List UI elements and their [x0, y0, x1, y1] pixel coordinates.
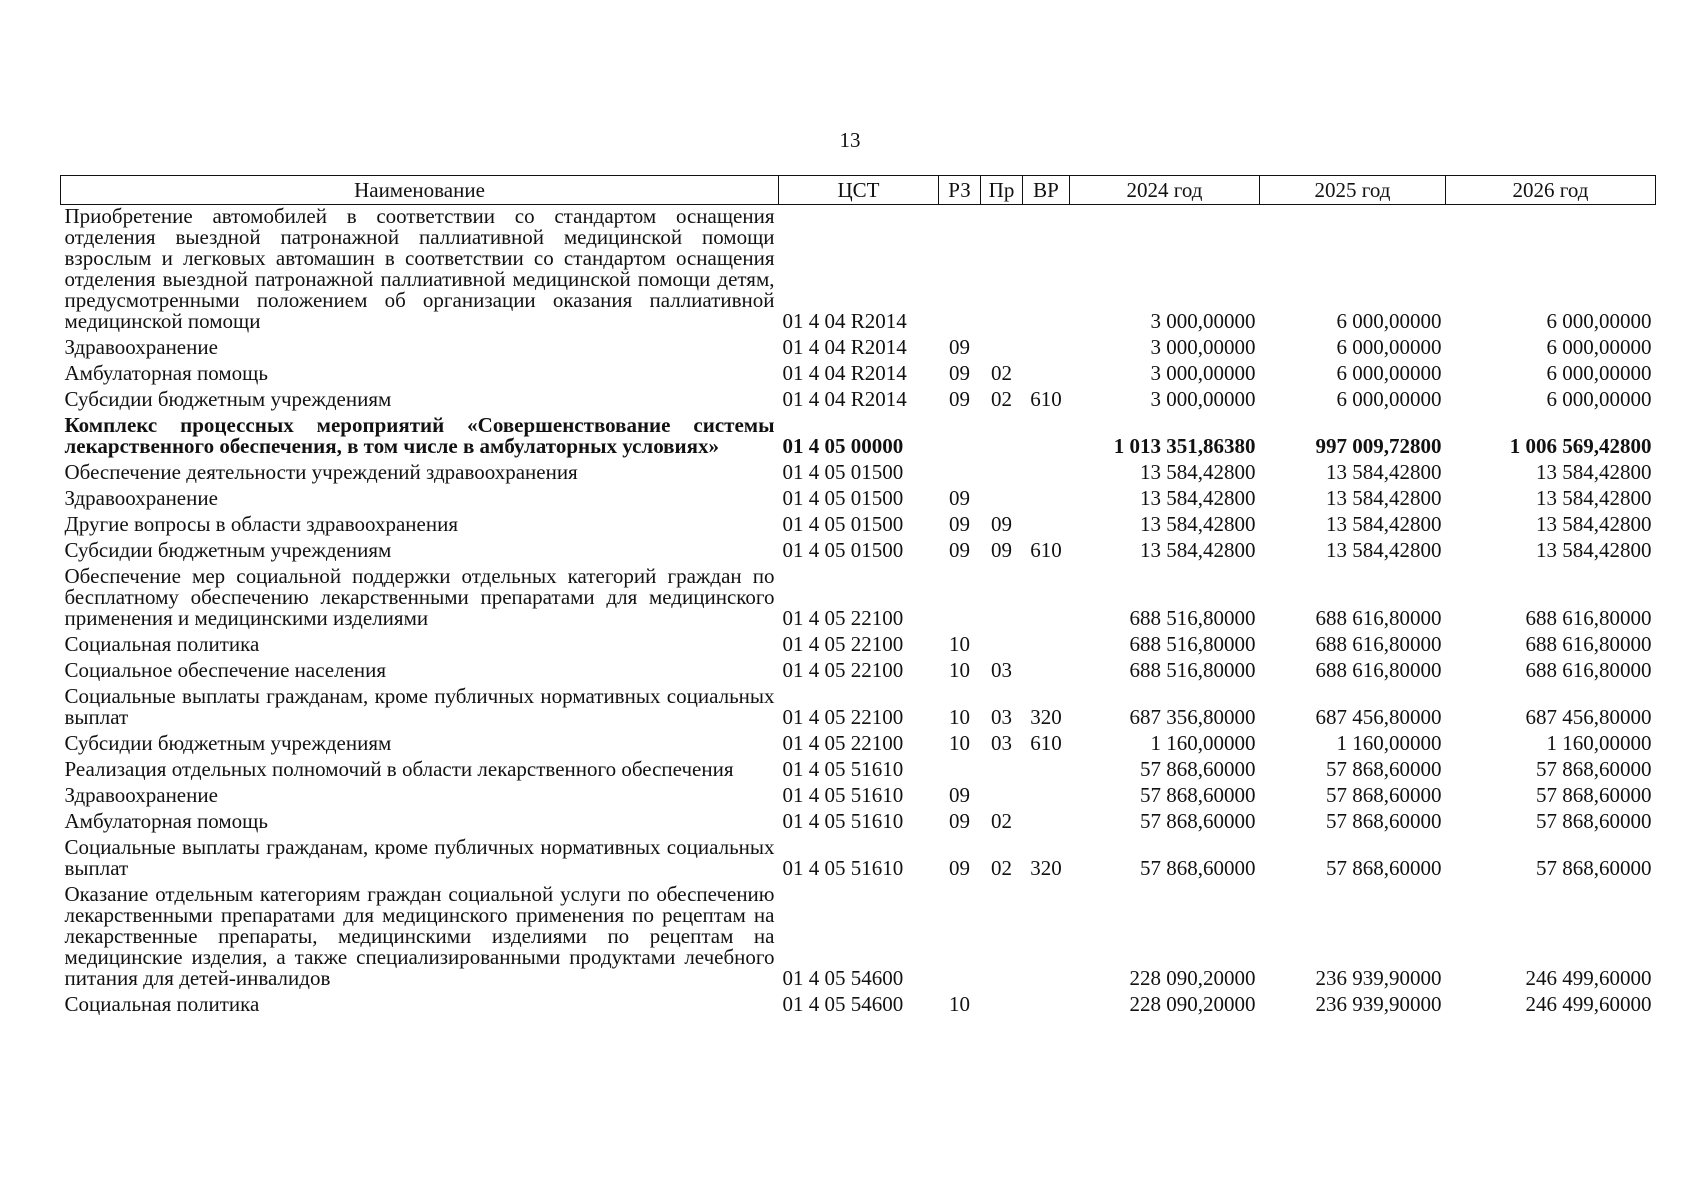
cell-name: Субсидии бюджетным учреждениям [64, 387, 392, 411]
cell-name: Социальная политика [64, 632, 260, 656]
cell-vr [1023, 205, 1070, 337]
cell-vr [1023, 336, 1070, 362]
cell-pr [981, 336, 1023, 362]
cell-2026: 13 584,42800 [1536, 460, 1652, 484]
page-number: 13 [839, 128, 861, 152]
table-header-row [61, 176, 1656, 205]
cell-2024: 13 584,42800 [1140, 486, 1256, 510]
cell-rz [939, 565, 981, 633]
cell-cst: 01 4 05 01500 [782, 460, 904, 484]
cell-name: Здравоохранение [64, 486, 218, 510]
cell-2025: 57 868,60000 [1326, 757, 1442, 781]
cell-cst: 01 4 05 01500 [782, 486, 904, 510]
cell-pr: 09 [991, 512, 1012, 536]
table-row [61, 362, 1656, 388]
cell-name: Социальные выплаты гражданам, кроме публичных нормативных социальных выплат [64, 835, 775, 880]
cell-rz: 10 [949, 705, 970, 729]
cell-2026: 687 456,80000 [1525, 705, 1652, 729]
cell-cst: 01 4 05 00000 [782, 434, 904, 458]
cell-2025: 6 000,00000 [1336, 335, 1442, 359]
cell-2024: 57 868,60000 [1140, 809, 1256, 833]
cell-cst: 01 4 05 01500 [782, 512, 904, 536]
cell-cst: 01 4 04 R2014 [782, 361, 907, 385]
cell-2025: 236 939,90000 [1315, 966, 1442, 990]
budget-table [60, 175, 1656, 1019]
cell-rz: 09 [949, 809, 970, 833]
cell-rz: 09 [949, 387, 970, 411]
header-pr: Пр [981, 176, 1023, 205]
cell-name: Субсидии бюджетным учреждениям [64, 538, 392, 562]
cell-vr [1023, 633, 1070, 659]
cell-pr [981, 414, 1023, 461]
cell-rz [939, 414, 981, 461]
cell-pr: 03 [991, 658, 1012, 682]
table-row [61, 487, 1656, 513]
cell-pr [981, 565, 1023, 633]
cell-name: Здравоохранение [64, 335, 218, 359]
cell-pr [981, 758, 1023, 784]
cell-pr: 03 [991, 731, 1012, 755]
table-row [61, 836, 1656, 883]
cell-vr [1023, 414, 1070, 461]
cell-pr: 02 [991, 361, 1012, 385]
table-row [61, 732, 1656, 758]
cell-cst: 01 4 04 R2014 [782, 335, 907, 359]
cell-cst: 01 4 05 51610 [782, 809, 904, 833]
cell-2026: 6 000,00000 [1546, 309, 1652, 333]
table-row [61, 883, 1656, 993]
cell-cst: 01 4 04 R2014 [782, 387, 907, 411]
table-row [61, 633, 1656, 659]
cell-2025: 1 160,00000 [1336, 731, 1442, 755]
cell-2026: 13 584,42800 [1536, 538, 1652, 562]
cell-2025: 688 616,80000 [1315, 658, 1442, 682]
cell-vr [1023, 362, 1070, 388]
header-2025: 2025 год [1260, 176, 1446, 205]
cell-vr: 610 [1030, 538, 1062, 562]
header-cst: ЦСТ [779, 176, 939, 205]
cell-2026: 57 868,60000 [1536, 856, 1652, 880]
cell-vr [1023, 565, 1070, 633]
table-row [61, 539, 1656, 565]
cell-name: Комплекс процессных мероприятий «Совершенствование системы лекарственного обеспечения, в том числе в амбулаторных условиях» [64, 413, 775, 458]
cell-pr: 02 [991, 856, 1012, 880]
cell-vr [1023, 993, 1070, 1019]
cell-name: Обеспечение деятельности учреждений здравоохранения [64, 460, 578, 484]
cell-2024: 687 356,80000 [1129, 705, 1256, 729]
table-row [61, 810, 1656, 836]
cell-pr [981, 487, 1023, 513]
cell-2024: 1 013 351,86380 [1113, 434, 1256, 458]
cell-rz: 09 [949, 361, 970, 385]
cell-pr [981, 205, 1023, 337]
cell-2025: 13 584,42800 [1326, 512, 1442, 536]
cell-2024: 13 584,42800 [1140, 512, 1256, 536]
cell-2024: 1 160,00000 [1150, 731, 1256, 755]
cell-cst: 01 4 05 22100 [782, 632, 904, 656]
header-rz: РЗ [939, 176, 981, 205]
cell-2025: 13 584,42800 [1326, 460, 1442, 484]
cell-2026: 688 616,80000 [1525, 606, 1652, 630]
cell-cst: 01 4 05 51610 [782, 757, 904, 781]
cell-vr [1023, 810, 1070, 836]
cell-vr [1023, 513, 1070, 539]
cell-rz: 09 [949, 538, 970, 562]
cell-2026: 6 000,00000 [1546, 387, 1652, 411]
cell-name: Обеспечение мер социальной поддержки отдельных категорий граждан по бесплатному обеспечению лекарственными препаратами для медицинского применения и медицинскими изделиями [64, 564, 775, 630]
cell-name: Социальные выплаты гражданам, кроме публичных нормативных социальных выплат [64, 684, 775, 729]
cell-vr [1023, 883, 1070, 993]
cell-2024: 3 000,00000 [1150, 387, 1256, 411]
cell-2025: 688 616,80000 [1315, 606, 1442, 630]
table-body [61, 205, 1656, 1020]
cell-2025: 6 000,00000 [1336, 361, 1442, 385]
cell-2026: 6 000,00000 [1546, 361, 1652, 385]
cell-vr [1023, 461, 1070, 487]
table-row [61, 993, 1656, 1019]
table-row [61, 565, 1656, 633]
cell-rz: 10 [949, 731, 970, 755]
table-row [61, 336, 1656, 362]
cell-2026: 57 868,60000 [1536, 783, 1652, 807]
cell-vr: 610 [1030, 387, 1062, 411]
cell-rz: 10 [949, 658, 970, 682]
cell-rz: 09 [949, 512, 970, 536]
cell-rz [939, 758, 981, 784]
cell-2026: 6 000,00000 [1546, 335, 1652, 359]
cell-2025: 13 584,42800 [1326, 486, 1442, 510]
cell-2025: 6 000,00000 [1336, 309, 1442, 333]
cell-2026: 688 616,80000 [1525, 658, 1652, 682]
cell-name: Приобретение автомобилей в соответствии со стандартом оснащения отделения выездной патронажной паллиативной медицинской помощи взрослым и легковых автомашин в соответствии со стандартом оснащения отделения выездной патронажной паллиативной медицинской помощи детям, предусмотренными положением об организации оказания паллиативной медицинской помощи [64, 204, 775, 333]
table-row [61, 513, 1656, 539]
cell-pr [981, 633, 1023, 659]
header-name: Наименование [61, 176, 779, 205]
header-2024: 2024 год [1070, 176, 1260, 205]
table-row [61, 388, 1656, 414]
cell-cst: 01 4 05 51610 [782, 856, 904, 880]
cell-vr [1023, 487, 1070, 513]
cell-name: Реализация отдельных полномочий в области лекарственного обеспечения [64, 757, 734, 781]
cell-pr [981, 784, 1023, 810]
cell-pr: 09 [991, 538, 1012, 562]
cell-name: Амбулаторная помощь [64, 361, 268, 385]
cell-rz: 10 [949, 992, 970, 1016]
cell-pr [981, 993, 1023, 1019]
cell-2024: 688 516,80000 [1129, 632, 1256, 656]
cell-2026: 1 160,00000 [1546, 731, 1652, 755]
cell-rz [939, 461, 981, 487]
table-row [61, 758, 1656, 784]
cell-2024: 688 516,80000 [1129, 658, 1256, 682]
cell-cst: 01 4 05 01500 [782, 538, 904, 562]
cell-2025: 13 584,42800 [1326, 538, 1442, 562]
cell-2024: 13 584,42800 [1140, 538, 1256, 562]
cell-rz [939, 883, 981, 993]
cell-2024: 57 868,60000 [1140, 856, 1256, 880]
cell-2024: 688 516,80000 [1129, 606, 1256, 630]
cell-2026: 1 006 569,42800 [1509, 434, 1652, 458]
header-2026: 2026 год [1446, 176, 1656, 205]
cell-rz [939, 205, 981, 337]
cell-2026: 57 868,60000 [1536, 757, 1652, 781]
cell-2024: 57 868,60000 [1140, 757, 1256, 781]
cell-rz: 09 [949, 335, 970, 359]
cell-2026: 13 584,42800 [1536, 512, 1652, 536]
cell-pr [981, 883, 1023, 993]
cell-cst: 01 4 05 22100 [782, 705, 904, 729]
cell-cst: 01 4 05 51610 [782, 783, 904, 807]
cell-2026: 13 584,42800 [1536, 486, 1652, 510]
cell-vr [1023, 659, 1070, 685]
table-row [61, 784, 1656, 810]
table-row [61, 461, 1656, 487]
cell-rz: 10 [949, 632, 970, 656]
cell-vr: 320 [1030, 856, 1062, 880]
cell-vr [1023, 758, 1070, 784]
cell-2025: 57 868,60000 [1326, 783, 1442, 807]
cell-2024: 3 000,00000 [1150, 335, 1256, 359]
cell-2025: 6 000,00000 [1336, 387, 1442, 411]
cell-rz: 09 [949, 783, 970, 807]
cell-2025: 57 868,60000 [1326, 809, 1442, 833]
cell-cst: 01 4 05 54600 [782, 992, 904, 1016]
cell-vr: 320 [1030, 705, 1062, 729]
header-vr: ВР [1023, 176, 1070, 205]
cell-2026: 246 499,60000 [1525, 992, 1652, 1016]
cell-2026: 57 868,60000 [1536, 809, 1652, 833]
cell-2024: 3 000,00000 [1150, 309, 1256, 333]
cell-2024: 228 090,20000 [1129, 992, 1256, 1016]
cell-2025: 997 009,72800 [1315, 434, 1442, 458]
cell-pr [981, 461, 1023, 487]
cell-2024: 228 090,20000 [1129, 966, 1256, 990]
cell-name: Другие вопросы в области здравоохранения [64, 512, 458, 536]
cell-cst: 01 4 05 22100 [782, 658, 904, 682]
table-row [61, 414, 1656, 461]
cell-vr [1023, 784, 1070, 810]
cell-name: Социальное обеспечение населения [64, 658, 387, 682]
cell-name: Субсидии бюджетным учреждениям [64, 731, 392, 755]
cell-cst: 01 4 04 R2014 [782, 309, 907, 333]
cell-2025: 687 456,80000 [1315, 705, 1442, 729]
cell-2024: 13 584,42800 [1140, 460, 1256, 484]
cell-2026: 688 616,80000 [1525, 632, 1652, 656]
table-row [61, 659, 1656, 685]
table-row [61, 685, 1656, 732]
cell-cst: 01 4 05 22100 [782, 606, 904, 630]
cell-rz: 09 [949, 856, 970, 880]
cell-name: Амбулаторная помощь [64, 809, 268, 833]
cell-2025: 57 868,60000 [1326, 856, 1442, 880]
cell-vr: 610 [1030, 731, 1062, 755]
cell-rz: 09 [949, 486, 970, 510]
cell-name: Оказание отдельным категориям граждан социальной услуги по обеспечению лекарственными препаратами для медицинского применения по рецептам на лекарственные препараты, медицинскими изделиями по рецептам на медицинские изделия, а также специализированными продуктами лечебного питания для детей-инвалидов [64, 882, 775, 990]
cell-2025: 236 939,90000 [1315, 992, 1442, 1016]
cell-name: Здравоохранение [64, 783, 218, 807]
cell-2026: 246 499,60000 [1525, 966, 1652, 990]
cell-2025: 688 616,80000 [1315, 632, 1442, 656]
cell-pr: 03 [991, 705, 1012, 729]
cell-name: Социальная политика [64, 992, 260, 1016]
cell-cst: 01 4 05 22100 [782, 731, 904, 755]
cell-pr: 02 [991, 809, 1012, 833]
table-row [61, 205, 1656, 337]
cell-pr: 02 [991, 387, 1012, 411]
cell-2024: 57 868,60000 [1140, 783, 1256, 807]
cell-2024: 3 000,00000 [1150, 361, 1256, 385]
cell-cst: 01 4 05 54600 [782, 966, 904, 990]
